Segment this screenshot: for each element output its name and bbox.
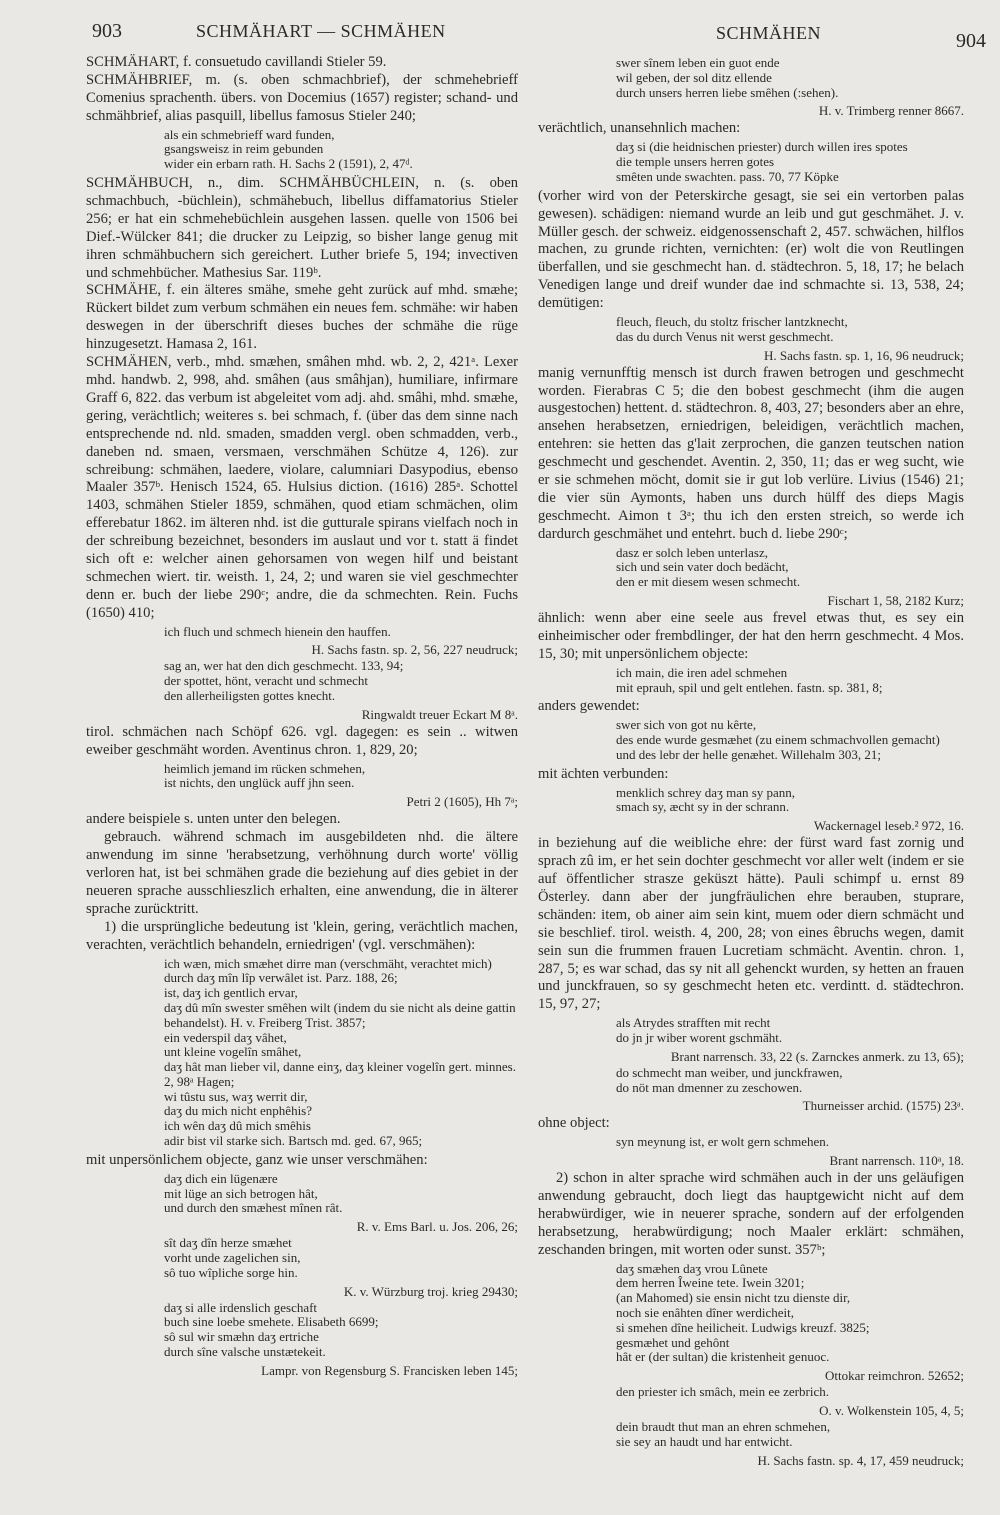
verse-line: daʒ dich ein lügenære <box>164 1170 278 1186</box>
verse-line: adir bist vil starke sich. Bartsch md. ged. 67, 965; <box>164 1133 423 1149</box>
verse-line: wil geben, der sol ditz ellende <box>616 69 772 85</box>
source-reference: H. Sachs fastn. sp. 2, 56, 227 neudruck; <box>311 642 518 658</box>
entry-paragraph: SCHMÄHE, f. ein älteres smähe, smehe geht zurück auf mhd. smæhe; Rückert bildet zum verbum schmähen ein neues fem. schmähe: wir haben deswegen in der überschrift dieses buches der schmähe die rüge hinzugesetzt. Hamasa 2, 161. <box>86 282 518 353</box>
verse-quotation <box>616 1385 964 1400</box>
verse-quotation <box>164 1236 518 1280</box>
entry-paragraph: ähnlich: wenn aber eine seele aus frevel etwas thut, es sey ein einheimischer oder frembdlinger, der hat den herrn geschmecht. 4 Mos. 15, 30; mit unpersönlichem objecte: <box>538 610 964 662</box>
verse-line: des ende wurde gesmæhet (zu einem schmachvollen gemacht) <box>616 732 940 748</box>
verse-line: gesmæhet und gehônt <box>616 1334 730 1350</box>
right-column <box>538 54 964 1470</box>
verse-quotation <box>616 315 964 345</box>
verse-quotation <box>164 1301 518 1360</box>
verse-line: heimlich jemand im rücken schmehen, <box>164 760 366 776</box>
source-reference: Brant narrensch. 110ᵃ, 18. <box>829 1153 964 1169</box>
verse-quotation <box>616 666 964 696</box>
verse-line: syn meynung ist, er wolt gern schmehen. <box>616 1134 830 1150</box>
verse-line: daʒ hât man lieber vil, danne einʒ, daʒ kleiner vogelîn gert. minnes. 2, 98ᵃ Hagen; <box>164 1059 516 1089</box>
verse-line: dein braudt thut man an ehren schmehen, <box>616 1419 831 1435</box>
verse-line: buch sine loebe smehete. Elisabeth 6699; <box>164 1314 379 1330</box>
verse-line: durch daʒ mîn lîp verwâlet ist. Parz. 188, 26; <box>164 970 398 986</box>
source-reference: H. v. Trimberg renner 8667. <box>818 103 964 119</box>
source-reference: R. v. Ems Barl. u. Jos. 206, 26; <box>356 1219 518 1235</box>
verse-line: do jn jr wiber worent gschmäht. <box>616 1030 783 1046</box>
source-reference: Fischart 1, 58, 2182 Kurz; <box>827 593 964 609</box>
source-reference: Ringwaldt treuer Eckart M 8ᵃ. <box>361 706 518 722</box>
right-page-number: 904 <box>956 30 986 52</box>
verse-line: daʒ smæhen daʒ vrou Lûnete <box>616 1260 768 1276</box>
source-reference: K. v. Würzburg troj. krieg 29430; <box>343 1283 518 1299</box>
source-reference: O. v. Wolkenstein 105, 4, 5; <box>819 1403 964 1419</box>
verse-line: gsangsweisz in reim gebunden <box>164 141 324 157</box>
verse-line: daʒ du mich nicht enphêhis? <box>164 1103 313 1119</box>
source-reference: Petri 2 (1605), Hh 7ᵃ; <box>406 794 518 810</box>
verse-line: der spottet, hönt, veracht und schmecht <box>164 673 368 689</box>
verse-quotation <box>164 957 518 1149</box>
verse-line: mit eprauh, spil und gelt entlehen. fastn. sp. 381, 8; <box>616 679 883 695</box>
entry-paragraph: (vorher wird von der Peterskirche gesagt, sie sei ein vertorben palas gewesen). schädigen: niemand wurde an leib und gut geschmähet. J. v. Müller gesch. der schweiz. eidgenossenschaft 2, 457. schwächen, hilflos machen, zu grunde richten, vernichten: (er) wolt die von Reutlingen überfallen, und sie geschmecht han. d. städtechron. 5, 18, 17; he belach Venedigen lange und dreif wunder dae ind schmachte si. 13, 538, 24; demütigen: <box>538 187 964 312</box>
verse-line: ist nichts, den unglück auff jhn seen. <box>164 775 355 791</box>
entry-paragraph: manig vernunfftig mensch ist durch frawen betrogen und geschmecht worden. Fierabras C 5; die den bobest geschmecht (ihm die augen ausgestochen) hettent. d. städtechron. 8, 403, 27; besonders aber an ehre, ansehen herabsetzen, erniedrigen, beleidigen, verächtlich machen, entehren: sie hetten das g'lait zerprochen, die ganzen teutschen nation geschmecht und geschendet. Aventin. 2, 350, 11; das er weg sucht, wie er sie schmehen möcht, domit sie ir gut lob verlüre. Livius (1546) 21; die vier sün Aymonts, haben uns durch hülff des dieps Magis geschmecht. Aimon t 3ᵃ; thu ich den ersten streich, so werde ich dardurch geschmähet und entehrt. buch d. liebe 290ᶜ; <box>538 364 964 542</box>
source-reference: Thurneisser archid. (1575) 23ᵃ. <box>802 1098 964 1114</box>
entry-paragraph: ohne object: <box>538 1115 610 1132</box>
left-page-number: 903 <box>92 20 122 42</box>
entry-paragraph: SCHMÄHBRIEF, m. (s. oben schmachbrief), der schmehebrieff Comenius sprachenth. übers. von Docemius (1657) register; schand- und schmähbrief, alias pasquill, libellus famosus Stieler 240; <box>86 71 518 124</box>
verse-line: swer sînem leben ein guot ende <box>616 55 780 70</box>
verse-quotation <box>164 762 518 792</box>
verse-quotation <box>616 1016 964 1046</box>
source-reference: H. Sachs fastn. sp. 4, 17, 459 neudruck; <box>757 1452 964 1468</box>
verse-line: ich main, die iren adel schmehen <box>616 664 788 680</box>
verse-line: wi tûstu sus, waʒ werrit dir, <box>164 1088 308 1104</box>
verse-line: sag an, wer hat den dich geschmecht. 133, 94; <box>164 658 404 674</box>
verse-line: do nöt man dmenner zu zeschowen. <box>616 1079 803 1095</box>
verse-line: sie sey an haudt und har entwicht. <box>616 1433 793 1449</box>
verse-line: durch sîne valsche unstætekeit. <box>164 1343 326 1359</box>
entry-paragraph: gebrauch. während schmach im ausgebildeten nhd. die ältere anwendung im sinne 'herabsetzung, verhöhnung durch worte' völlig verloren hat, ist bei schmähen grade die beziehung auf dies gebiet in der neueren sprache ausschlieszlich erhalten, eine anwendung, die in älterer sprache zurücktritt. <box>86 829 518 917</box>
entry-paragraph: SCHMÄHEN, verb., mhd. smæhen, smâhen mhd. wb. 2, 2, 421ᵃ. Lexer mhd. handwb. 2, 998, ahd. smâhen (aus smâhjan), humiliare, infirmare Graff 6, 822. das verbum ist abgeleitet vom adj. ahd. smâhi, mhd. smæhe, gering, verächtlich; weiteres s. bei schmach, f. (über das dem sinne nach entsprechende nd. nld. smaden, smadden vergl. oben schmadden, verb., daneben nd. smaen, versmaen, verschmähen Schütze 4, 126). zur schreibung: schmähen, laedere, violare, calumniari Dasypodius, ebenso Maaler 357ᵇ. Henisch 1524, 65. Hulsius diction. (1616) 285ᵃ. Schottel 1403, schmähen Stieler 1859, schmähen, quod etiam schmächen, olim efferebatur 1862. im älteren nhd. ist die gutturale spirans vielfach noch in der schreibung bezeichnet, besonders im auslaut und vor t. statt ä findet sich oft e: welcher ainen gehorsamen von wegen hilf und beistant schmechen wiert. tir. weisth. 1, 24, 2; und waren sie viel geschmechter denn er. buch der liebe 290ᶜ; andre, die da schmechten. Rein. Fuchs (1650) 410; <box>86 354 518 621</box>
verse-line: das du durch Venus nit werst geschmecht. <box>616 328 834 344</box>
source-reference: Lampr. von Regensburg S. Francisken leben 145; <box>261 1362 518 1378</box>
verse-line: menklich schrey daʒ man sy pann, <box>616 784 796 800</box>
verse-line: wider ein erbarn rath. H. Sachs 2 (1591), 2, 47ᵈ. <box>164 156 413 172</box>
verse-line: ich wên daʒ dû mich smêhis <box>164 1118 311 1134</box>
verse-quotation <box>616 140 964 184</box>
entry-paragraph: mit unpersönlichem objecte, ganz wie unser verschmähen: <box>86 1151 428 1168</box>
verse-line: mit lüge an sich betrogen hât, <box>164 1185 318 1201</box>
verse-line: do schmecht man weiber, und junckfrawen, <box>616 1064 843 1080</box>
verse-line: sich und sein vater doch bedächt, <box>616 559 789 575</box>
verse-quotation <box>616 718 964 762</box>
verse-line: (an Mahomed) sie ensin nicht tzu dienste dir, <box>616 1290 851 1306</box>
verse-line: durch unsers herren liebe smêhen (:sehen). <box>616 84 839 100</box>
verse-line: und durch den smæhest mînen rât. <box>164 1200 343 1216</box>
verse-quotation <box>616 1420 964 1450</box>
entry-paragraph: tirol. schmächen nach Schöpf 626. vgl. dagegen: es sein .. witwen eweiber geschmäht worden. Aventinus chron. 1, 829, 20; <box>86 723 518 758</box>
entry-paragraph: mit ächten verbunden: <box>538 765 669 782</box>
verse-quotation <box>616 546 964 590</box>
verse-line: sît daʒ dîn herze smæhet <box>164 1235 292 1251</box>
verse-line: noch sie enâhten dîner werdicheit, <box>616 1305 794 1321</box>
verse-line: den allerheiligsten gottes knecht. <box>164 688 336 704</box>
verse-line: sô sul wir smæhn daʒ ertriche <box>164 1329 319 1345</box>
verse-line: ich wæn, mich smæhet dirre man (verschmäht, verachtet mich) <box>164 955 492 971</box>
verse-quotation <box>616 1135 964 1150</box>
source-reference: H. Sachs fastn. sp. 1, 16, 96 neudruck; <box>763 347 964 363</box>
verse-line: und des lebr der helle genæhet. Willehalm 303, 21; <box>616 746 881 762</box>
verse-line: fleuch, fleuch, du stoltz frischer lantzknecht, <box>616 314 848 330</box>
verse-quotation <box>616 56 964 100</box>
left-column <box>86 54 518 1380</box>
verse-line: sô tuo wîpliche sorge hin. <box>164 1264 298 1280</box>
entry-paragraph: anders gewendet: <box>538 698 640 715</box>
verse-line: als ein schmebrieff ward funden, <box>164 126 335 142</box>
verse-quotation <box>164 625 518 640</box>
verse-line: ich fluch und schmech hienein den hauffen. <box>164 623 391 639</box>
verse-line: dem herren Îweine tete. Iwein 3201; <box>616 1275 805 1291</box>
verse-line: den priester ich smâch, mein ee zerbrich. <box>616 1384 829 1400</box>
source-reference: Brant narrensch. 33, 22 (s. Zarnckes anmerk. zu 13, 65); <box>670 1048 964 1064</box>
verse-line: si smehen dîne heilicheit. Ludwigs kreuzf. 3825; <box>616 1319 870 1335</box>
verse-line: smêten unde swachten. pass. 70, 77 Köpke <box>616 168 839 184</box>
verse-line: hât er (der sultan) die kristenheit genuoc. <box>616 1349 830 1365</box>
entry-paragraph: verächtlich, unansehnlich machen: <box>538 120 741 137</box>
verse-line: ein vederspil daʒ vâhet, <box>164 1029 287 1045</box>
verse-line: swer sich von got nu kêrte, <box>616 717 757 733</box>
entry-paragraph: 2) schon in alter sprache wird schmähen auch in der uns geläufigen anwendung gebraucht, doch liegt das hauptgewicht nicht auf dem herabwürdiger, wie in neuerer sprache, sondern auf der erfolgenden herabsetzung, herabwürdigung; noch Maaler erklärt: schmähen, zeschanden bringen, mit worten oder sunst. 357ᵇ; <box>538 1170 964 1258</box>
verse-quotation <box>164 1172 518 1216</box>
source-reference: Wackernagel leseb.² 972, 16. <box>813 818 964 834</box>
verse-line: daʒ dû mîn swester smêhen wilt (indem du sie nicht als deine gattin behandelst). H. v. Freiberg Trist. 3857; <box>164 999 516 1030</box>
source-reference: Ottokar reimchron. 52652; <box>825 1368 964 1384</box>
verse-line: ist, daʒ ich gentlich ervar, <box>164 985 298 1001</box>
entry-paragraph: SCHMÄHART, f. consuetudo cavillandi Stieler 59. <box>86 54 387 70</box>
verse-line: daʒ si (die heidnischen priester) durch willen ires spotes <box>616 139 908 155</box>
verse-quotation <box>616 1262 964 1366</box>
verse-quotation <box>616 786 964 816</box>
right-running-head: SCHMÄHEN <box>716 23 822 43</box>
verse-line: als Atrydes strafften mit recht <box>616 1015 771 1031</box>
verse-line: smach sy, æcht sy in der schrann. <box>616 799 790 815</box>
entry-paragraph: in beziehung auf die weibliche ehre: der fürst ward fast zornig und sprach zû im, er het sein dochter geschmecht vor aller welt (indem er sie auf öffentlicher strasze geküszt hätte). Pauli schimpf u. ernst 89 Österley. dann aber der jungfräulichen ehre berauben, stuprare, schänden: item, ob ainer aim sein kint, muem oder diern schmächt und sie beschlief. tirol. weisth. 4, 200, 28; von eines êbruchs wegen, damit sein sun die frummen frauen Lucretiam schmächt. Aventin. chron. 1, 287, 5; es war schad, das sy nit all gehenckt wurden, sy hetten an frauen und junckfrauen, so sy geschmecht heten etc. verdintt. d. städtechron. 15, 97, 27; <box>538 835 964 1013</box>
verse-line: die temple unsers herren gotes <box>616 154 775 170</box>
verse-quotation <box>616 1066 964 1096</box>
verse-line: den er mit diesem wesen schmecht. <box>616 574 801 590</box>
entry-paragraph: 1) die ursprüngliche bedeutung ist 'klein, gering, verächtlich machen, verachten, verächtlich behandeln, erniedrigen' (vgl. verschmähen): <box>86 918 518 953</box>
left-running-head: SCHMÄHART — SCHMÄHEN <box>196 21 446 41</box>
verse-quotation <box>164 128 518 172</box>
verse-line: dasz er solch leben unterlasz, <box>616 544 768 560</box>
verse-line: daʒ si alle irdenslich geschaft <box>164 1299 318 1315</box>
verse-line: vorht unde zagelichen sin, <box>164 1249 301 1265</box>
verse-quotation <box>164 659 518 703</box>
entry-paragraph: SCHMÄHBUCH, n., dim. SCHMÄHBÜCHLEIN, n. (s. oben schmachbuch, -büchlein), schmähebuch, libellus diffamatorius Stieler 256; er hat ein schmehebüchlein ausgehen lassen. quelle von 1506 bei Dief.-Wülcker 841; die drucker zu Leipzig, so bisher lange genug mit ihren schmähbuchern sich gereichert. Luther briefe 5, 194; invectiven und schmehbücher. Mathesius Sar. 119ᵇ. <box>86 175 518 281</box>
verse-line: unt kleine vogelîn smâhet, <box>164 1044 302 1060</box>
entry-paragraph: andere beispiele s. unten unter den belegen. <box>86 811 341 828</box>
